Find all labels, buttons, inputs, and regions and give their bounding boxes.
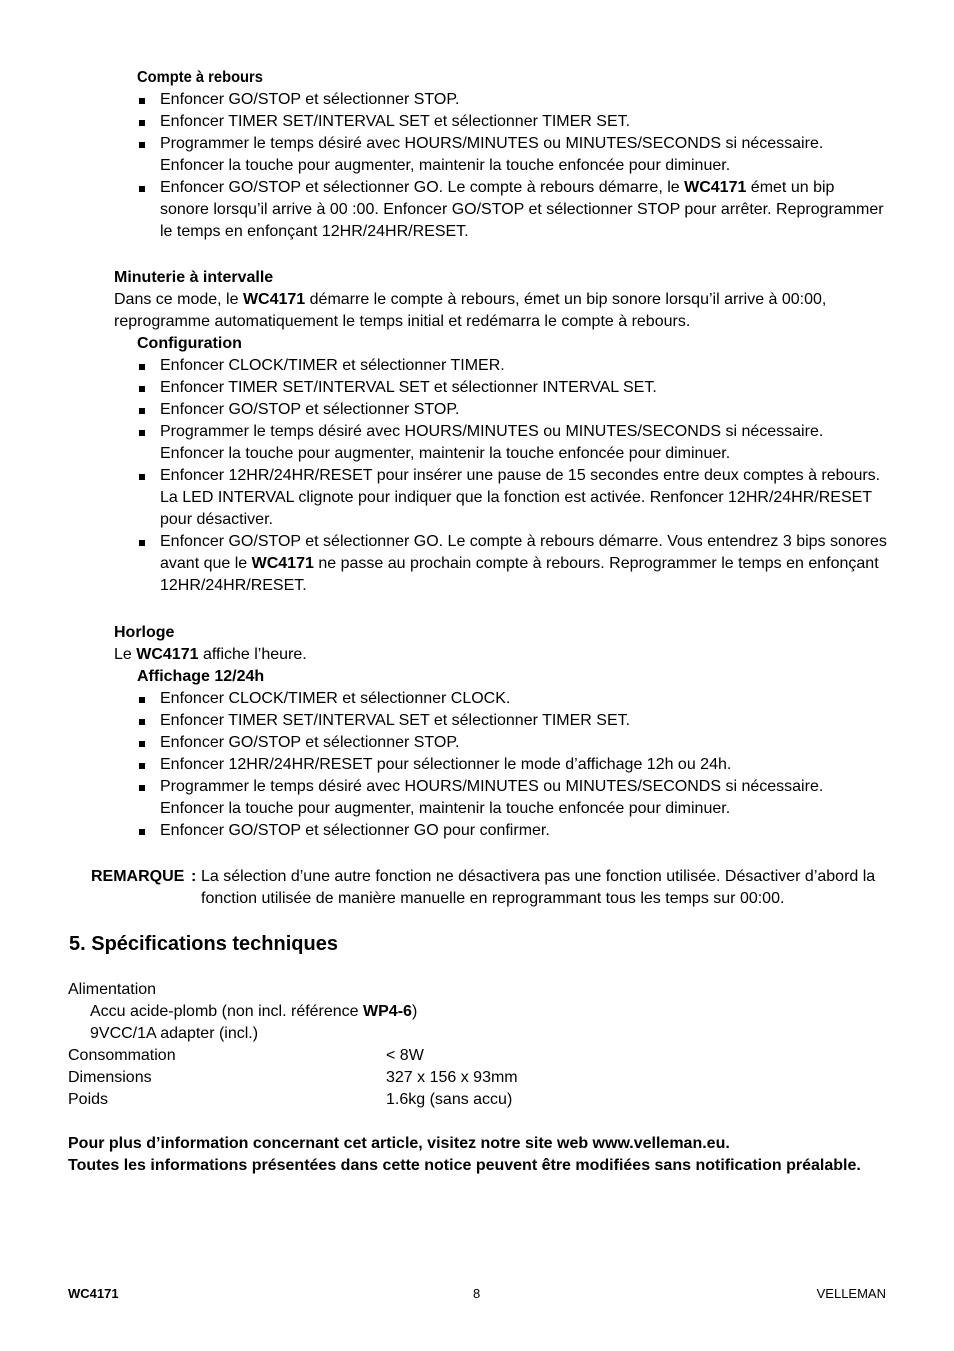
product-code: WC4171: [242, 291, 306, 308]
text-fragment: ne passe au prochain compte à rebours. Reprogrammer le temps en enfonçant 12HR/24HR/RESET.: [160, 555, 879, 594]
spec-row: [68, 1089, 888, 1111]
interval-intro: [114, 289, 889, 333]
clock-display: [137, 666, 887, 842]
list-item: Enfoncer GO/STOP et sélectionner GO pour confirmer.: [137, 820, 887, 842]
display-title: Affichage 12/24h: [137, 668, 265, 685]
spec-row: [68, 1045, 888, 1067]
spec-key: Poids: [68, 1091, 109, 1108]
power-line-2: 9VCC/1A adapter (incl.): [90, 1025, 259, 1042]
list-item: Programmer le temps désiré avec HOURS/MINUTES ou MINUTES/SECONDS si nécessaire. Enfoncer la touche pour augmenter, maintenir la touche enfoncée pour diminuer.: [137, 421, 887, 465]
footer-right: VELLEMAN: [816, 1286, 886, 1301]
clock-list: [137, 688, 887, 842]
text-fragment: Enfoncer GO/STOP et sélectionner GO. Le compte à rebours démarre. Vous entendrez 3 bips sonores avant que le: [160, 533, 887, 572]
product-code: WP4-6: [363, 1003, 412, 1020]
remark-text: La sélection d’une autre fonction ne désactivera pas une fonction utilisée. Désactiver d’abord la fonction utilisée de manière manuelle en reprogrammant tous les temps sur 00:00.: [201, 868, 876, 907]
spec-row: [68, 1067, 888, 1089]
list-item: [137, 177, 887, 243]
list-item: Enfoncer TIMER SET/INTERVAL SET et sélectionner TIMER SET.: [137, 111, 887, 133]
interval-section: [114, 267, 889, 333]
specs-block: [68, 979, 888, 1111]
list-item: Enfoncer GO/STOP et sélectionner STOP.: [137, 399, 887, 421]
clock-section: [114, 622, 889, 666]
list-item: Enfoncer TIMER SET/INTERVAL SET et sélectionner TIMER SET.: [137, 710, 887, 732]
list-item: Programmer le temps désiré avec HOURS/MINUTES ou MINUTES/SECONDS si nécessaire. Enfoncer la touche pour augmenter, maintenir la touche enfoncée pour diminuer.: [137, 776, 887, 820]
list-item: Programmer le temps désiré avec HOURS/MINUTES ou MINUTES/SECONDS si nécessaire. Enfoncer la touche pour augmenter, maintenir la touche enfoncée pour diminuer.: [137, 133, 887, 177]
list-item: Enfoncer TIMER SET/INTERVAL SET et sélectionner INTERVAL SET.: [137, 377, 887, 399]
power-label: Alimentation: [68, 981, 157, 998]
text-fragment: Dans ce mode, le: [114, 291, 243, 308]
list-item: Enfoncer CLOCK/TIMER et sélectionner TIMER.: [137, 355, 887, 377]
product-code: WC4171: [251, 555, 314, 572]
text-fragment: affiche l’heure.: [198, 646, 307, 663]
spec-value: 1.6kg (sans accu): [386, 1091, 513, 1108]
remark-label: REMARQUE: [91, 868, 185, 885]
list-item: [137, 531, 887, 597]
list-item: Enfoncer 12HR/24HR/RESET pour insérer une pause de 15 secondes entre deux comptes à rebours. La LED INTERVAL clignote pour indiquer que la fonction est activée. Renfoncer 12HR/24HR/RESET pour désactiver.: [137, 465, 887, 531]
product-code: WC4171: [684, 179, 747, 196]
text-fragment: Accu acide-plomb (non incl. référence: [90, 1003, 364, 1020]
config-title: Configuration: [137, 335, 242, 352]
countdown-list-wrap: [137, 89, 887, 243]
list-item: Enfoncer GO/STOP et sélectionner STOP.: [137, 732, 887, 754]
footer-left: WC4171: [68, 1286, 119, 1301]
spec-key: Dimensions: [68, 1069, 152, 1086]
section-title: 5. Spécifications techniques: [69, 933, 338, 955]
text-fragment: émet un bip sonore lorsqu’il arrive à 00 :00. Enfoncer GO/STOP et sélectionner STOP pour arrêter. Reprogrammer le temps en enfonçant 12HR/24HR/RESET.: [160, 179, 884, 240]
disclaimer-note: Toutes les informations présentées dans cette notice peuvent être modifiées sans notification préalable.: [68, 1157, 861, 1174]
text-fragment: Enfoncer GO/STOP et sélectionner GO. Le compte à rebours démarre, le: [160, 179, 685, 196]
list-item: Enfoncer GO/STOP et sélectionner STOP.: [137, 89, 887, 111]
clock-title: Horloge: [114, 624, 175, 641]
interval-config: [137, 333, 887, 597]
spec-value: < 8W: [386, 1047, 424, 1064]
interval-title: Minuterie à intervalle: [114, 269, 274, 286]
interval-list: [137, 355, 887, 597]
clock-intro: [114, 644, 889, 666]
product-code: WC4171: [136, 646, 199, 663]
countdown-section: [137, 67, 827, 89]
text-fragment: Le: [114, 646, 137, 663]
text-fragment: ): [411, 1003, 418, 1020]
power-line-1: [68, 1001, 888, 1023]
spec-value: 327 x 156 x 93mm: [386, 1069, 518, 1086]
page-number: 8: [473, 1286, 481, 1301]
list-item: Enfoncer CLOCK/TIMER et sélectionner CLOCK.: [137, 688, 887, 710]
countdown-title: Compte à rebours: [137, 69, 263, 86]
closing-block: [68, 1133, 898, 1177]
remark-block: [91, 866, 891, 910]
remark-colon: :: [191, 868, 197, 885]
countdown-list: [137, 89, 887, 243]
spec-key: Consommation: [68, 1047, 176, 1064]
website-note: Pour plus d’information concernant cet article, visitez notre site web www.velleman.eu.: [68, 1135, 730, 1152]
text-fragment: démarre le compte à rebours, émet un bip sonore lorsqu’il arrive à 00:00, reprogramme automatiquement le temps initial et redémarra le compte à rebours.: [114, 291, 827, 330]
list-item: Enfoncer 12HR/24HR/RESET pour sélectionner le mode d’affichage 12h ou 24h.: [137, 754, 887, 776]
